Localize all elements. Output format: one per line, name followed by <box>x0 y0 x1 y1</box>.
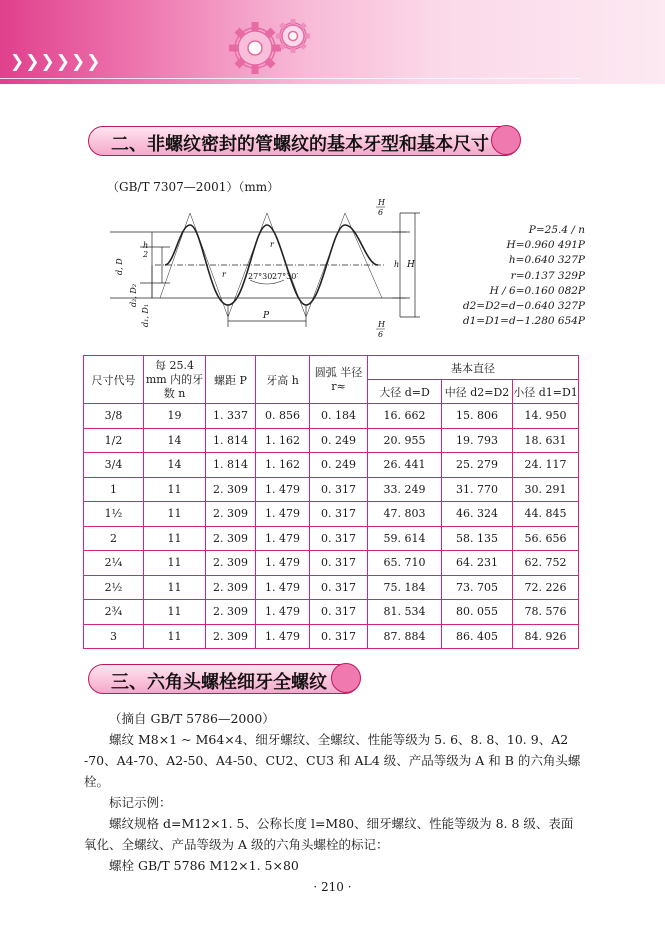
table-body <box>84 404 579 649</box>
cell-d: 81. 534 <box>368 600 442 625</box>
svg-text:6: 6 <box>378 208 384 217</box>
cell-r: 0. 317 <box>310 551 368 576</box>
svg-text:h: h <box>394 260 400 269</box>
section-title-2-text: 二、非螺纹密封的管螺纹的基本牙型和基本尺寸 <box>111 134 489 155</box>
cell-d1: 44. 845 <box>513 502 579 527</box>
table-row <box>84 453 579 478</box>
header-teeth: 每 25.4 mm 内的牙数 n <box>144 356 206 404</box>
cell-code: 3 <box>84 624 144 649</box>
cell-n: 11 <box>144 551 206 576</box>
svg-text:H: H <box>378 198 385 207</box>
cell-h: 1. 479 <box>256 600 310 625</box>
title-cap <box>331 663 361 693</box>
cell-d: 59. 614 <box>368 526 442 551</box>
svg-text:P: P <box>263 311 270 321</box>
cell-d2: 15. 806 <box>442 404 513 429</box>
arrow-decoration: ❯❯❯❯❯❯ <box>10 52 102 72</box>
description-paragraph: 螺纹 M8×1 ~ M64×4、细牙螺纹、全螺纹、性能等级为 5. 6、8. 8、10. 9、A2 -70、A4-70、A2-50、A4-50、CU2、CU3 和 AL4 级、产品等级为 A 和 B 的六角头螺栓。 <box>84 732 581 789</box>
svg-text:27°30′: 27°30′ <box>272 272 299 281</box>
svg-text:d, D: d, D <box>115 258 124 275</box>
formula-line: H=0.960 491P <box>506 239 585 252</box>
example-mark: 螺栓 GB/T 5786 M12×1. 5×80 <box>109 858 299 873</box>
cell-P: 2. 309 <box>206 551 256 576</box>
cell-h: 1. 479 <box>256 502 310 527</box>
cell-d: 20. 955 <box>368 428 442 453</box>
table-row <box>84 428 579 453</box>
label-H: H <box>407 260 415 270</box>
header-basic-diameter: 基本直径 <box>368 356 579 380</box>
cell-d: 65. 710 <box>368 551 442 576</box>
thread-profile-diagram <box>110 195 455 345</box>
cell-n: 11 <box>144 477 206 502</box>
cell-n: 19 <box>144 404 206 429</box>
cell-d2: 46. 324 <box>442 502 513 527</box>
cell-P: 2. 309 <box>206 600 256 625</box>
gear-icon <box>215 10 325 80</box>
cell-r: 0. 184 <box>310 404 368 429</box>
cell-d: 87. 884 <box>368 624 442 649</box>
cell-P: 1. 814 <box>206 453 256 478</box>
header-pitch-diameter: 中径 d2=D2 <box>442 380 513 404</box>
cell-P: 2. 309 <box>206 477 256 502</box>
cell-d2: 58. 135 <box>442 526 513 551</box>
svg-text:h: h <box>143 241 149 250</box>
table-row <box>84 624 579 649</box>
cell-d2: 80. 055 <box>442 600 513 625</box>
header-banner <box>0 0 665 84</box>
cell-h: 1. 479 <box>256 551 310 576</box>
cell-code: 1 <box>84 477 144 502</box>
formula-line: d1=D1=d−1.280 654P <box>462 315 585 328</box>
cell-h: 0. 856 <box>256 404 310 429</box>
formula-line: d2=D2=d−0.640 327P <box>462 300 585 313</box>
source-note: （摘自 GB/T 5786—2000） <box>109 711 275 726</box>
svg-text:6: 6 <box>378 330 384 339</box>
thread-dimension-table <box>83 355 579 649</box>
cell-P: 2. 309 <box>206 502 256 527</box>
page-number: · 210 · <box>313 880 352 894</box>
cell-r: 0. 317 <box>310 477 368 502</box>
cell-code: 2 <box>84 526 144 551</box>
cell-d2: 31. 770 <box>442 477 513 502</box>
table-row <box>84 551 579 576</box>
cell-d2: 73. 705 <box>442 575 513 600</box>
cell-h: 1. 479 <box>256 526 310 551</box>
cell-P: 2. 309 <box>206 575 256 600</box>
header-pitch: 螺距 P <box>206 356 256 404</box>
cell-n: 11 <box>144 526 206 551</box>
section-title-2 <box>88 126 520 156</box>
cell-n: 14 <box>144 453 206 478</box>
cell-d: 26. 441 <box>368 453 442 478</box>
table-row <box>84 477 579 502</box>
cell-d2: 64. 231 <box>442 551 513 576</box>
example-label: 标记示例： <box>109 795 172 810</box>
cell-d: 33. 249 <box>368 477 442 502</box>
section-title-3 <box>88 664 360 694</box>
cell-P: 2. 309 <box>206 526 256 551</box>
cell-r: 0. 317 <box>310 575 368 600</box>
cell-h: 1. 162 <box>256 453 310 478</box>
table-row <box>84 404 579 429</box>
cell-h: 1. 479 <box>256 477 310 502</box>
svg-text:r: r <box>222 270 226 279</box>
cell-d: 16. 662 <box>368 404 442 429</box>
cell-d2: 86. 405 <box>442 624 513 649</box>
cell-P: 1. 814 <box>206 428 256 453</box>
cell-code: 3/4 <box>84 453 144 478</box>
cell-code: 2¾ <box>84 600 144 625</box>
cell-r: 0. 317 <box>310 624 368 649</box>
header-height: 牙高 h <box>256 356 310 404</box>
cell-code: 1½ <box>84 502 144 527</box>
formula-line: r=0.137 329P <box>510 269 585 282</box>
header-major: 大径 d=D <box>368 380 442 404</box>
cell-d1: 30. 291 <box>513 477 579 502</box>
cell-d: 47. 803 <box>368 502 442 527</box>
cell-h: 1. 479 <box>256 575 310 600</box>
standard-note: （GB/T 7307—2001）（mm） <box>107 180 280 194</box>
svg-text:2: 2 <box>143 250 149 259</box>
section3-body <box>84 708 582 876</box>
cell-code: 1/2 <box>84 428 144 453</box>
cell-n: 11 <box>144 624 206 649</box>
formula-block <box>455 223 585 329</box>
cell-P: 1. 337 <box>206 404 256 429</box>
table-row <box>84 600 579 625</box>
svg-text:d₁, D₁: d₁, D₁ <box>141 303 150 327</box>
cell-n: 11 <box>144 600 206 625</box>
example-description: 螺纹规格 d=M12×1. 5、公称长度 l=M80、细牙螺纹、性能等级为 8. 8 级、表面氧化、全螺纹、产品等级为 A 级的六角头螺栓的标记： <box>84 816 574 852</box>
svg-text:r: r <box>270 240 274 249</box>
cell-n: 14 <box>144 428 206 453</box>
formula-line: P=25.4 / n <box>528 224 585 236</box>
svg-text:d₂, D₂: d₂, D₂ <box>129 283 138 307</box>
cell-h: 1. 162 <box>256 428 310 453</box>
cell-code: 2¼ <box>84 551 144 576</box>
cell-code: 3/8 <box>84 404 144 429</box>
cell-d: 75. 184 <box>368 575 442 600</box>
banner-divider <box>0 78 580 79</box>
cell-d1: 14. 950 <box>513 404 579 429</box>
cell-d1: 78. 576 <box>513 600 579 625</box>
header-radius: 圆弧 半径 r≈ <box>310 356 368 404</box>
formula-line: h=0.640 327P <box>508 254 585 267</box>
table-row <box>84 575 579 600</box>
cell-d1: 18. 631 <box>513 428 579 453</box>
formula-line: H / 6=0.160 082P <box>489 284 585 297</box>
cell-n: 11 <box>144 575 206 600</box>
cell-d1: 62. 752 <box>513 551 579 576</box>
cell-r: 0. 249 <box>310 453 368 478</box>
cell-P: 2. 309 <box>206 624 256 649</box>
cell-r: 0. 249 <box>310 428 368 453</box>
table-row <box>84 502 579 527</box>
cell-r: 0. 317 <box>310 600 368 625</box>
cell-r: 0. 317 <box>310 502 368 527</box>
svg-text:27°30′: 27°30′ <box>248 272 275 281</box>
header-minor: 小径 d1=D1 <box>513 380 579 404</box>
header-code: 尺寸代号 <box>84 356 144 404</box>
cell-d1: 84. 926 <box>513 624 579 649</box>
title-cap <box>491 125 521 155</box>
cell-d1: 24. 117 <box>513 453 579 478</box>
cell-d1: 72. 226 <box>513 575 579 600</box>
cell-h: 1. 479 <box>256 624 310 649</box>
svg-text:H: H <box>378 320 385 329</box>
section-title-3-text: 三、六角头螺栓细牙全螺纹 <box>111 672 327 693</box>
cell-code: 2½ <box>84 575 144 600</box>
cell-n: 11 <box>144 502 206 527</box>
cell-r: 0. 317 <box>310 526 368 551</box>
table-row <box>84 526 579 551</box>
cell-d1: 56. 656 <box>513 526 579 551</box>
cell-d2: 19. 793 <box>442 428 513 453</box>
cell-d2: 25. 279 <box>442 453 513 478</box>
